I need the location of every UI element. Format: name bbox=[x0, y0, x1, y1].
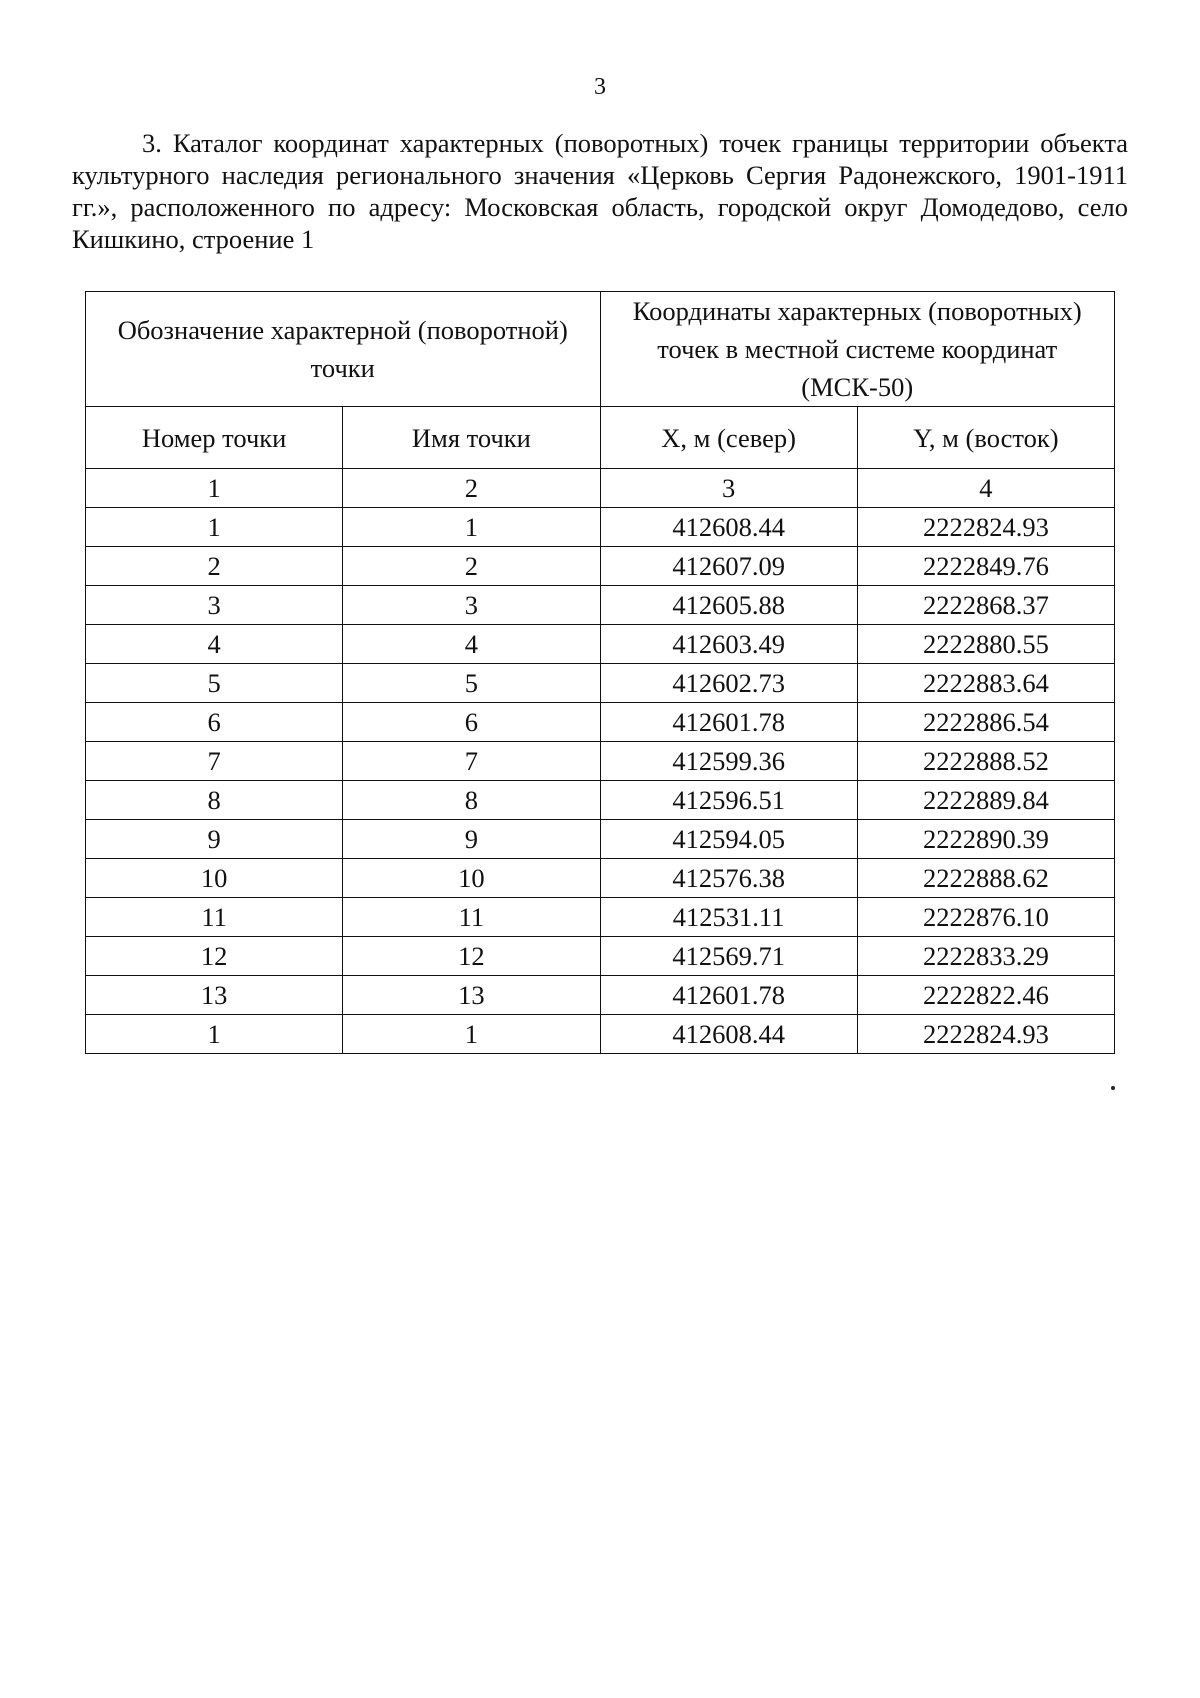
table-body bbox=[86, 469, 1115, 1054]
cell-x: 412608.44 bbox=[600, 1015, 857, 1054]
cell-x: 412605.88 bbox=[600, 586, 857, 625]
cell-point-number: 10 bbox=[86, 859, 343, 898]
column-number-row bbox=[86, 469, 1115, 508]
cell-x: 412601.78 bbox=[600, 976, 857, 1015]
cell-point-name: 1 bbox=[343, 1015, 600, 1054]
column-number-cell: 1 bbox=[86, 469, 343, 508]
table-row bbox=[86, 781, 1115, 820]
cell-point-name: 2 bbox=[343, 547, 600, 586]
cell-y: 2222886.54 bbox=[857, 703, 1114, 742]
cell-y: 2222880.55 bbox=[857, 625, 1114, 664]
cell-y: 2222888.62 bbox=[857, 859, 1114, 898]
cell-point-name: 9 bbox=[343, 820, 600, 859]
cell-x: 412596.51 bbox=[600, 781, 857, 820]
table-row bbox=[86, 508, 1115, 547]
cell-x: 412599.36 bbox=[600, 742, 857, 781]
cell-point-number: 6 bbox=[86, 703, 343, 742]
table-row bbox=[86, 547, 1115, 586]
cell-point-name: 1 bbox=[343, 508, 600, 547]
point-designation-header: Обозначение характерной (поворотной) точки bbox=[86, 292, 601, 407]
cell-y: 2222849.76 bbox=[857, 547, 1114, 586]
cell-point-number: 7 bbox=[86, 742, 343, 781]
table-row bbox=[86, 586, 1115, 625]
cell-x: 412603.49 bbox=[600, 625, 857, 664]
cell-y: 2222824.93 bbox=[857, 508, 1114, 547]
column-number-cell: 2 bbox=[343, 469, 600, 508]
cell-point-name: 6 bbox=[343, 703, 600, 742]
cell-point-number: 4 bbox=[86, 625, 343, 664]
page-number: 3 bbox=[594, 74, 606, 100]
table-row bbox=[86, 742, 1115, 781]
cell-x: 412531.11 bbox=[600, 898, 857, 937]
cell-point-number: 12 bbox=[86, 937, 343, 976]
cell-point-name: 13 bbox=[343, 976, 600, 1015]
cell-point-name: 8 bbox=[343, 781, 600, 820]
cell-point-number: 13 bbox=[86, 976, 343, 1015]
table-row bbox=[86, 703, 1115, 742]
column-number-cell: 4 bbox=[857, 469, 1114, 508]
cell-x: 412608.44 bbox=[600, 508, 857, 547]
cell-y: 2222883.64 bbox=[857, 664, 1114, 703]
column-header-point-name: Имя точки bbox=[343, 407, 600, 469]
cell-point-number: 11 bbox=[86, 898, 343, 937]
table-row bbox=[86, 664, 1115, 703]
cell-point-name: 5 bbox=[343, 664, 600, 703]
cell-x: 412601.78 bbox=[600, 703, 857, 742]
table-group-header-row bbox=[86, 292, 1115, 407]
cell-y: 2222888.52 bbox=[857, 742, 1114, 781]
cell-point-number: 5 bbox=[86, 664, 343, 703]
catalog-intro-paragraph: 3. Каталог координат характерных (поворотных) точек границы территории объекта культурного наследия регионального значения «Церковь Сергия Радонежского, 1901-1911 гг.», расположенного по адресу: Московская область, городской округ Домодедово, село Кишкино, строение 1 bbox=[72, 128, 1128, 254]
cell-point-name: 10 bbox=[343, 859, 600, 898]
cell-point-number: 2 bbox=[86, 547, 343, 586]
table-column-header-row bbox=[86, 407, 1115, 469]
table-row bbox=[86, 625, 1115, 664]
cell-point-number: 1 bbox=[86, 508, 343, 547]
column-number-cell: 3 bbox=[600, 469, 857, 508]
table-row bbox=[86, 1015, 1115, 1054]
column-header-y: Y, м (восток) bbox=[857, 407, 1114, 469]
table-row bbox=[86, 820, 1115, 859]
cell-point-name: 3 bbox=[343, 586, 600, 625]
trailing-period-mark bbox=[1111, 1086, 1115, 1090]
cell-y: 2222868.37 bbox=[857, 586, 1114, 625]
cell-y: 2222824.93 bbox=[857, 1015, 1114, 1054]
column-header-x: X, м (север) bbox=[600, 407, 857, 469]
cell-point-number: 1 bbox=[86, 1015, 343, 1054]
cell-x: 412607.09 bbox=[600, 547, 857, 586]
cell-y: 2222890.39 bbox=[857, 820, 1114, 859]
cell-y: 2222822.46 bbox=[857, 976, 1114, 1015]
column-header-point-number: Номер точки bbox=[86, 407, 343, 469]
cell-point-number: 3 bbox=[86, 586, 343, 625]
cell-point-number: 8 bbox=[86, 781, 343, 820]
table-row bbox=[86, 898, 1115, 937]
cell-y: 2222889.84 bbox=[857, 781, 1114, 820]
cell-point-name: 4 bbox=[343, 625, 600, 664]
coordinates-header: Координаты характерных (поворотных) точек в местной системе координат (МСК-50) bbox=[600, 292, 1115, 407]
cell-point-number: 9 bbox=[86, 820, 343, 859]
cell-point-name: 11 bbox=[343, 898, 600, 937]
cell-x: 412602.73 bbox=[600, 664, 857, 703]
cell-y: 2222876.10 bbox=[857, 898, 1114, 937]
cell-y: 2222833.29 bbox=[857, 937, 1114, 976]
cell-x: 412594.05 bbox=[600, 820, 857, 859]
coordinates-table bbox=[85, 291, 1115, 1054]
table-row bbox=[86, 976, 1115, 1015]
cell-point-name: 12 bbox=[343, 937, 600, 976]
cell-x: 412569.71 bbox=[600, 937, 857, 976]
table-row bbox=[86, 859, 1115, 898]
cell-point-name: 7 bbox=[343, 742, 600, 781]
cell-x: 412576.38 bbox=[600, 859, 857, 898]
table-row bbox=[86, 937, 1115, 976]
